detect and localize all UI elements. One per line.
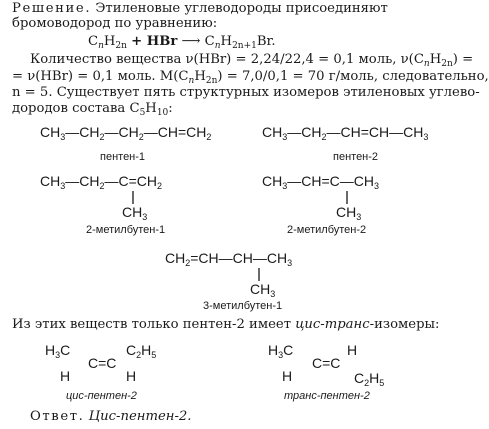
methyl-group-2: $CH_3$ [336,204,362,222]
calc-line-3: n = 5. Существует пять структурных изомеров этиленовых углево- [12,85,480,100]
calc-line-2: = ν(HBr) = 0,1 моль. $M(C_nH_{2n}) = 7,0/0,1 = 70$ г/моль, следовательно, [12,69,489,86]
trans-c2h5: $C_2H_5$ [354,370,385,388]
reaction-equation: $C_nH_{2n}$ + HBr ⟶ $C_nH_{2n+1}Br$. [88,34,276,51]
cis-h-left: H [60,368,71,384]
methyl-group-1: $CH_3$ [122,204,148,222]
trans-h-right: H [347,342,358,358]
caption-3-methylbutene-1: 3-метилбутен-1 [203,300,283,312]
cis-h-right: H [126,368,137,384]
answer-text: Цис-пентен-2. [88,409,192,424]
caption-2-methylbutene-2: 2-метилбутен-2 [287,224,367,236]
trans-h-left: H [282,368,293,384]
answer-label: Ответ. [30,409,85,424]
formula-pentene-1: $CH_3—CH_2—CH_2—CH=CH_2$ [40,124,212,142]
cis-double-bond: C=C [88,355,117,371]
caption-pentene-2: пентен-2 [333,151,379,163]
caption-cis-pentene-2: цис-пентен-2 [66,390,137,402]
caption-pentene-1: пентен-1 [100,151,146,163]
trans-double-bond: C=C [312,355,341,371]
formula-2-methylbutene-1: $CH_3—CH_2—C=CH_2$ [40,173,163,191]
cis-trans-sentence: Из этих веществ только пентен-2 имеет цис-транс-изомеры: [12,317,440,332]
solution-label: Решение. [12,1,92,16]
trans-h3c: $H_3C$ [268,342,294,360]
caption-2-methylbutene-1: 2-метилбутен-1 [86,224,166,236]
calc-line-4: дородов состава $C_5H_{10}$: [12,101,173,118]
intro-text: Этиленовые углеводороды присоединяют бромоводород по уравнению: [12,1,388,31]
cis-c2h5: $C_2H_5$ [126,342,157,360]
calc-line-1: Количество вещества ν(HBr) = 2,24/22,4 = 0,1 моль, $\nu(C_nH_{2n})$ = [30,52,474,69]
caption-trans-pentene-2: транс-пентен-2 [284,390,370,402]
arrow-icon: ⟶ [181,34,201,49]
formula-3-methylbutene-1: $CH_2=CH—CH—CH_3$ [165,250,293,268]
formula-pentene-2: $CH_3—CH_2—CH=CH—CH_3$ [262,124,429,142]
answer-line [30,409,192,424]
cis-h3c: $H_3C$ [45,342,71,360]
methyl-group-3: $CH_3$ [250,281,276,299]
formula-2-methylbutene-2: $CH_3—CH=C—CH_3$ [262,173,379,191]
